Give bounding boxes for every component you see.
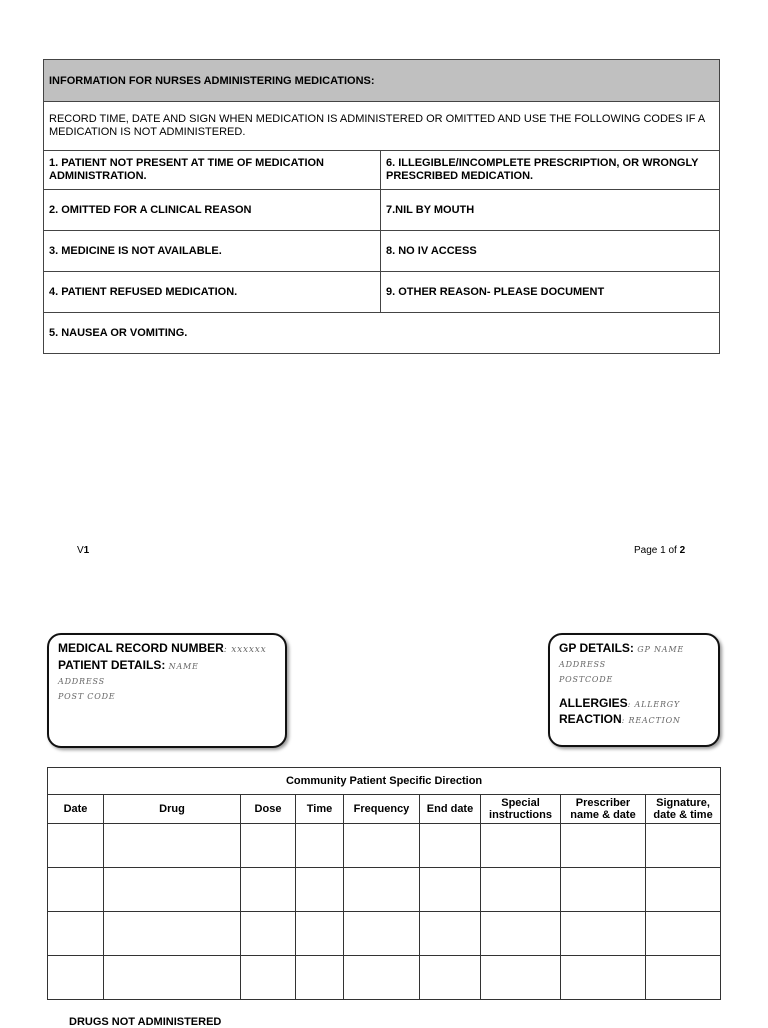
- table-cell[interactable]: [420, 956, 481, 1000]
- table-row: [48, 956, 721, 1000]
- table-row: [48, 824, 721, 868]
- nurse-info-table: [43, 59, 720, 354]
- table-cell[interactable]: [561, 956, 646, 1000]
- info-header: INFORMATION FOR NURSES ADMINISTERING MEDICATIONS:: [44, 60, 720, 102]
- mrn-value: : xxxxxx: [223, 645, 267, 655]
- gp-name: GP NAME: [633, 645, 684, 654]
- col-time: Time: [296, 795, 344, 824]
- table-cell[interactable]: [646, 824, 721, 868]
- table-cell[interactable]: [344, 824, 420, 868]
- col-signature: Signature, date & time: [646, 795, 721, 824]
- allergies-value: : ALLERGY: [627, 700, 680, 709]
- gp-details-label: GP DETAILS:: [559, 641, 634, 655]
- version-number: 1: [83, 545, 90, 556]
- patient-direction-table: [47, 767, 721, 1000]
- table-cell[interactable]: [646, 868, 721, 912]
- code-5: 5. NAUSEA OR VOMITING.: [44, 313, 720, 354]
- table-cell[interactable]: [296, 868, 344, 912]
- table-cell[interactable]: [241, 824, 296, 868]
- table-cell[interactable]: [48, 956, 104, 1000]
- drugs-not-administered-heading: DRUGS NOT ADMINISTERED: [69, 1016, 222, 1028]
- code-7: 7.NIL BY MOUTH: [381, 190, 720, 231]
- page-prefix: Page 1 of: [634, 545, 680, 556]
- direction-table-title: Community Patient Specific Direction: [48, 768, 721, 795]
- col-end-date: End date: [420, 795, 481, 824]
- code-4: 4. PATIENT REFUSED MEDICATION.: [44, 272, 381, 313]
- table-cell[interactable]: [420, 824, 481, 868]
- table-row: [48, 868, 721, 912]
- gp-postcode: POSTCODE: [559, 675, 614, 684]
- code-9: 9. OTHER REASON- PLEASE DOCUMENT: [381, 272, 720, 313]
- table-cell[interactable]: [561, 824, 646, 868]
- code-6: 6. ILLEGIBLE/INCOMPLETE PRESCRIPTION, OR WRONGLY PRESCRIBED MEDICATION.: [381, 151, 720, 190]
- table-cell[interactable]: [646, 956, 721, 1000]
- table-cell[interactable]: [561, 868, 646, 912]
- table-cell[interactable]: [481, 868, 561, 912]
- table-cell[interactable]: [104, 824, 241, 868]
- code-3: 3. MEDICINE IS NOT AVAILABLE.: [44, 231, 381, 272]
- code-1: 1. PATIENT NOT PRESENT AT TIME OF MEDICATION ADMINISTRATION.: [44, 151, 381, 190]
- patient-address: ADDRESS: [58, 677, 105, 686]
- table-row: [48, 912, 721, 956]
- reaction-label: REACTION: [559, 712, 622, 726]
- reaction-value: : REACTION: [621, 716, 681, 725]
- version-label: [77, 545, 89, 556]
- gp-address: ADDRESS: [559, 660, 606, 669]
- code-8: 8. NO IV ACCESS: [381, 231, 720, 272]
- table-cell[interactable]: [296, 912, 344, 956]
- table-cell[interactable]: [48, 868, 104, 912]
- col-date: Date: [48, 795, 104, 824]
- table-cell[interactable]: [420, 868, 481, 912]
- allergies-label: ALLERGIES: [559, 696, 628, 710]
- patient-name: NAME: [165, 662, 199, 671]
- patient-postcode: POST CODE: [58, 692, 116, 701]
- table-cell[interactable]: [296, 956, 344, 1000]
- table-cell[interactable]: [646, 912, 721, 956]
- info-instruction: RECORD TIME, DATE AND SIGN WHEN MEDICATION IS ADMINISTERED OR OMITTED AND USE THE FOLLOWING CODES IF A MEDICATION IS NOT ADMINISTERED.: [44, 102, 720, 151]
- patient-details-box[interactable]: [47, 633, 287, 748]
- table-cell[interactable]: [104, 868, 241, 912]
- table-cell[interactable]: [241, 912, 296, 956]
- table-cell[interactable]: [241, 956, 296, 1000]
- col-prescriber: Prescriber name & date: [561, 795, 646, 824]
- page-total: 2: [679, 545, 686, 556]
- version-prefix: V: [77, 545, 84, 556]
- table-cell[interactable]: [481, 824, 561, 868]
- mrn-label: MEDICAL RECORD NUMBER: [58, 641, 224, 655]
- table-cell[interactable]: [481, 956, 561, 1000]
- gp-details-box[interactable]: [548, 633, 720, 747]
- code-2: 2. OMITTED FOR A CLINICAL REASON: [44, 190, 381, 231]
- table-cell[interactable]: [481, 912, 561, 956]
- col-special-instructions: Special instructions: [481, 795, 561, 824]
- table-cell[interactable]: [344, 912, 420, 956]
- table-cell[interactable]: [48, 912, 104, 956]
- col-frequency: Frequency: [344, 795, 420, 824]
- table-cell[interactable]: [104, 912, 241, 956]
- col-drug: Drug: [104, 795, 241, 824]
- patient-details-label: PATIENT DETAILS:: [58, 658, 166, 672]
- table-cell[interactable]: [104, 956, 241, 1000]
- table-cell[interactable]: [296, 824, 344, 868]
- table-cell[interactable]: [561, 912, 646, 956]
- table-cell[interactable]: [344, 868, 420, 912]
- table-cell[interactable]: [241, 868, 296, 912]
- table-cell[interactable]: [344, 956, 420, 1000]
- table-cell[interactable]: [420, 912, 481, 956]
- table-cell[interactable]: [48, 824, 104, 868]
- page-number: [634, 545, 685, 556]
- col-dose: Dose: [241, 795, 296, 824]
